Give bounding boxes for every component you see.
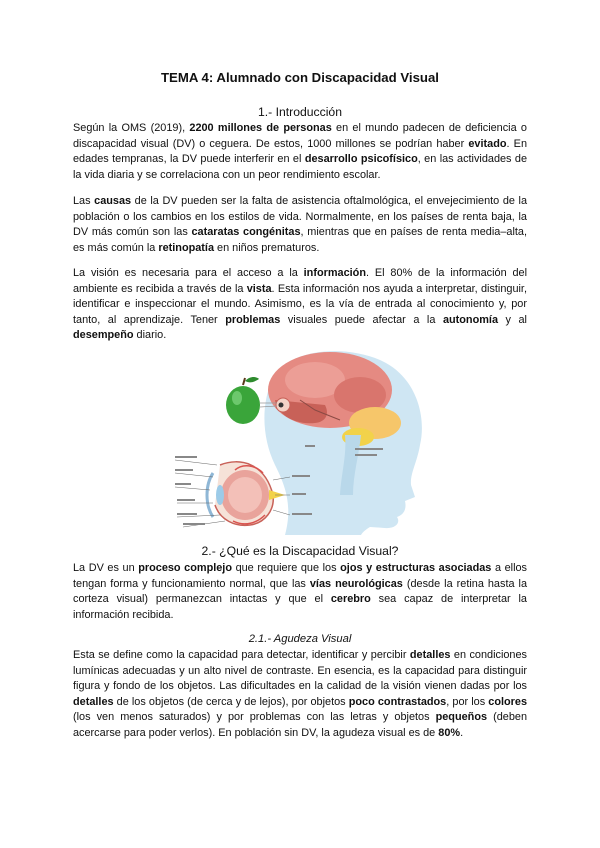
text-run: , en las actividades de la vida diaria y se correlaciona con un peor rendimiento escolar. — [73, 153, 528, 181]
text-run: (deben acercarse para poder verlos). En población sin DV, la agudeza visual es de — [73, 711, 527, 739]
section-heading-introduccion: 1.- Introducción — [257, 105, 342, 119]
paragraph-intro-1 — [73, 121, 527, 183]
bold-phrase: ojos y estructuras asociadas — [340, 562, 492, 574]
text-run: en el mundo padecen de deficiencia o discapacidad visual (DV) o ceguera. De estos, 1000 millones se podrían haber — [73, 122, 527, 150]
apple-icon — [226, 377, 260, 424]
bold-phrase: cerebro — [330, 593, 371, 606]
text-run: La DV es un — [73, 562, 139, 574]
bold-phrase: vías neurológicas — [309, 577, 403, 590]
text-run: visuales puede afectar a la — [280, 313, 443, 326]
text-run: en niños prematuros. — [214, 241, 320, 254]
bold-phrase: información — [303, 267, 366, 279]
bold-phrase: autonomía — [442, 313, 498, 326]
text-run: , mientras que en países de renta media–alta, es más común la — [73, 226, 527, 254]
text-run: Las — [73, 195, 95, 207]
vision-illustration — [165, 345, 430, 535]
text-run: Esta se define como la capacidad para detectar, identificar y percibir — [73, 649, 410, 661]
text-run: de la DV pueden ser la falta de asistencia oftalmológica, el envejecimiento de la población o los cambios en los estilos de vida. Normalmente, en los países de renta baja, la DV más común son las — [73, 195, 527, 239]
bold-phrase: colores — [488, 695, 528, 708]
bold-phrase: retinopatía — [158, 241, 215, 254]
bold-phrase: proceso complejo — [138, 562, 232, 574]
text-run: de los objetos (de cerca y de lejos), por objetos — [113, 695, 349, 708]
text-run: . En edades tempranas, la DV puede interferir en el — [73, 137, 528, 166]
section-heading-que-es-dv: 2.- ¿Qué es la Discapacidad Visual? — [201, 544, 399, 558]
text-run: sea capaz de interpretar la información recibida. — [73, 593, 527, 621]
text-run: y al — [498, 313, 527, 326]
document-title: TEMA 4: Alumnado con Discapacidad Visual — [161, 70, 439, 85]
text-run: (los ven menos saturados) y por problemas con las letras y objetos — [73, 711, 436, 724]
paragraph-intro-3 — [73, 266, 527, 344]
text-run: , por los — [446, 695, 489, 708]
text-run: a ellos tengan forma y funcionamiento normal, que las — [73, 562, 527, 590]
text-run: . El 80% de la información del ambiente es recibida a través de la — [73, 267, 528, 295]
text-run: diario. — [133, 329, 167, 342]
text-run: en condiciones lumínicas adecuadas y un alto nivel de contraste. En esencia, es la capacidad para distinguir figura y fondo de los objetos. Las dificultades en la calidad de la visión vienen dadas por los — [73, 649, 527, 693]
bold-phrase: causas — [94, 195, 132, 207]
paragraph-agudeza-visual — [73, 648, 527, 742]
text-run: . — [460, 726, 464, 739]
bold-phrase: vista — [246, 282, 272, 295]
text-run: que requiere que los — [231, 562, 341, 574]
bold-phrase: detalles — [409, 649, 451, 661]
text-run: Según la OMS (2019), — [73, 122, 190, 134]
bold-phrase: poco contrastados — [348, 695, 447, 708]
bold-phrase: 2200 millones de personas — [189, 122, 332, 134]
bold-phrase: evitado — [468, 137, 507, 150]
eye-cross-section-icon — [207, 462, 285, 526]
bold-phrase: cataratas congénitas — [191, 226, 301, 239]
paragraph-intro-2 — [73, 194, 527, 256]
bold-phrase: problemas — [225, 313, 281, 326]
bold-phrase: detalles — [73, 695, 114, 708]
text-run: (desde la retina hasta la corteza visual) permanezcan intactas y que el — [73, 577, 527, 606]
subsection-heading-agudeza-visual: 2.1.- Agudeza Visual — [248, 633, 352, 645]
bold-phrase: desempeño — [73, 329, 134, 342]
text-run: La visión es necesaria para el acceso a la — [73, 267, 304, 279]
paragraph-que-es-dv — [73, 561, 527, 623]
bold-phrase: pequeños — [435, 711, 488, 724]
text-run: . Esta información nos ayuda a interpretar, distinguir, identificar e inspeccionar el mundo. Asimismo, es la vía de entrada al conocimiento y, por tanto, al aprendizaje. Tener — [73, 282, 527, 326]
bold-phrase: 80% — [438, 726, 461, 739]
bold-phrase: desarrollo psicofísico — [304, 153, 418, 166]
